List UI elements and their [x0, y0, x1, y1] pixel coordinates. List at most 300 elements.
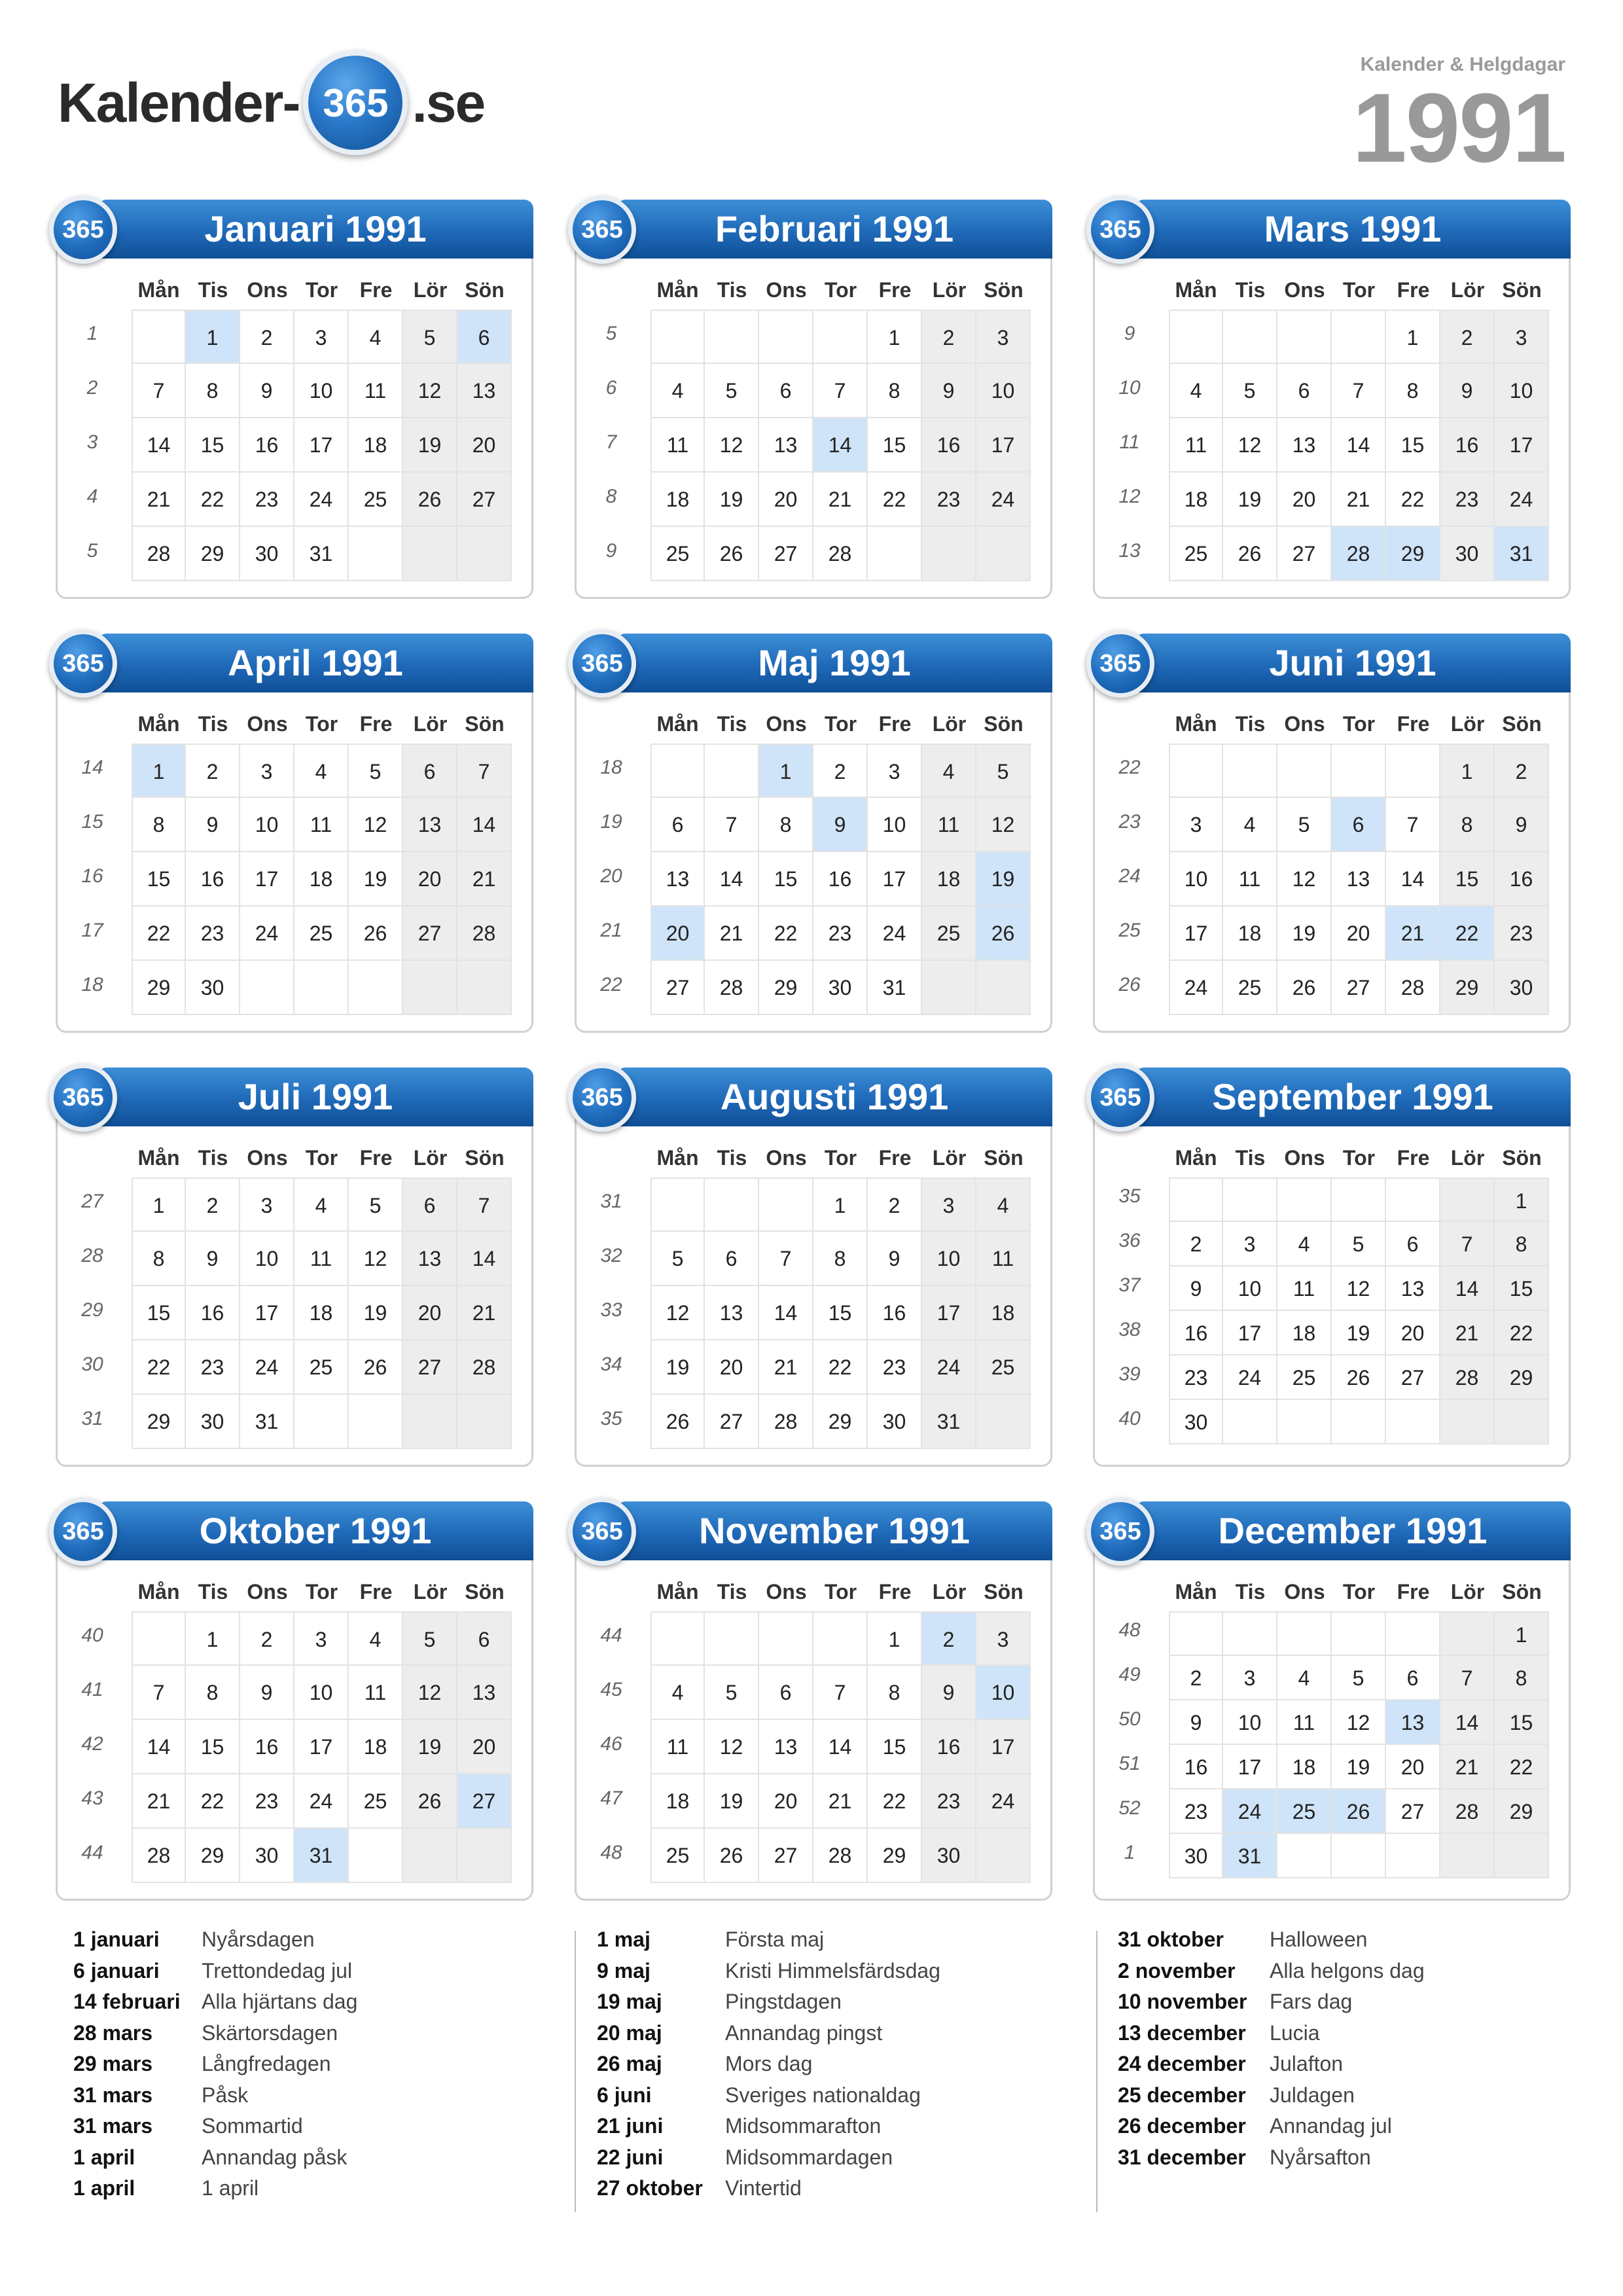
day-cell: 11	[349, 1666, 403, 1720]
day-cell: 24	[294, 1774, 349, 1829]
month-badge-icon: 365	[568, 1064, 636, 1132]
day-cell: 16	[240, 1720, 294, 1774]
month-badge-icon: 365	[49, 196, 117, 264]
weekday-header: Sön	[465, 278, 505, 302]
day-cell: 8	[1386, 364, 1440, 418]
day-cell: 20	[759, 473, 813, 527]
day-cell: 7	[1386, 798, 1440, 852]
day-cell: 22	[132, 1340, 186, 1395]
month-title: Mars 1991	[1135, 200, 1571, 259]
day-cell: 17	[294, 418, 349, 473]
weekday-header: Tis	[1235, 278, 1266, 302]
day-cell: 5	[1277, 798, 1332, 852]
day-cell: 22	[1386, 473, 1440, 527]
holiday-name: Sveriges nationaldag	[725, 2083, 921, 2107]
day-cell: 20	[457, 1720, 512, 1774]
day-cell: 5	[349, 1177, 403, 1232]
day-cell: 6	[457, 310, 512, 364]
week-row	[86, 527, 512, 581]
day-cell: 14	[457, 798, 512, 852]
weekday-header: Sön	[465, 712, 505, 736]
day-cell: 23	[1495, 906, 1549, 961]
month-title: Augusti 1991	[616, 1067, 1052, 1126]
day-cell: 30	[868, 1395, 922, 1449]
week-row	[1118, 1311, 1549, 1355]
day-cell: 5	[705, 1666, 759, 1720]
weekday-header: Sön	[1502, 712, 1542, 736]
holiday-name: Kristi Himmelsfärdsdag	[725, 1958, 940, 1982]
day-cell: 4	[294, 1177, 349, 1232]
day-cell: 20	[403, 1286, 457, 1340]
week-number: 30	[81, 1354, 103, 1375]
week-number: 22	[600, 974, 622, 996]
day-cell: 7	[1440, 1656, 1495, 1700]
day-cell: 26	[403, 1774, 457, 1829]
day-cell: 23	[922, 473, 976, 527]
day-cell: 16	[1169, 1311, 1223, 1355]
week-number: 13	[1118, 540, 1141, 562]
week-row	[81, 961, 512, 1015]
week-number: 32	[600, 1245, 622, 1266]
empty-cell	[1332, 744, 1386, 798]
day-cell: 14	[1332, 418, 1386, 473]
month-badge-icon: 365	[49, 1498, 117, 1566]
month-calendar	[56, 634, 533, 1033]
weekday-header: Fre	[1397, 1580, 1430, 1604]
day-cell: 9	[1495, 798, 1549, 852]
day-cell: 18	[651, 1774, 705, 1829]
day-cell: 29	[868, 1829, 922, 1883]
week-number: 26	[1118, 974, 1141, 996]
weekday-header: Tis	[717, 1146, 747, 1170]
day-cell: 13	[403, 1232, 457, 1286]
day-cell: 28	[759, 1395, 813, 1449]
week-number: 45	[600, 1679, 622, 1700]
day-cell: 16	[240, 418, 294, 473]
month-title: April 1991	[98, 634, 533, 692]
week-row	[1118, 961, 1549, 1015]
day-cell: 2	[1169, 1656, 1223, 1700]
week-row	[600, 1774, 1031, 1829]
week-number: 17	[81, 920, 103, 941]
day-cell: 14	[132, 418, 186, 473]
day-cell: 30	[1169, 1400, 1223, 1444]
weekday-header: Mån	[1175, 1146, 1217, 1170]
week-number: 52	[1118, 1797, 1141, 1819]
week-number: 38	[1118, 1319, 1141, 1340]
day-cell: 1	[1386, 310, 1440, 364]
day-cell: 27	[403, 906, 457, 961]
week-number: 24	[1118, 865, 1141, 887]
holiday-name: Juldagen	[1270, 2083, 1355, 2107]
day-cell: 24	[868, 906, 922, 961]
day-cell: 7	[813, 364, 868, 418]
month-calendar	[1093, 1501, 1571, 1901]
logo-badge-icon: 365	[303, 50, 408, 155]
day-cell: 11	[294, 1232, 349, 1286]
empty-cell	[976, 1829, 1031, 1883]
week-row	[1118, 906, 1549, 961]
day-cell: 23	[868, 1340, 922, 1395]
month-badge-icon: 365	[568, 196, 636, 264]
day-cell: 1	[132, 744, 186, 798]
holiday-date: 19 maj	[597, 1990, 662, 2013]
day-cell: 16	[1495, 852, 1549, 906]
weekday-header: Mån	[656, 1580, 699, 1604]
empty-cell	[457, 1395, 512, 1449]
day-cell: 27	[1386, 1789, 1440, 1834]
empty-cell	[1440, 1834, 1495, 1878]
month-badge-icon: 365	[49, 630, 117, 698]
day-cell: 15	[132, 1286, 186, 1340]
holiday-name: Alla helgons dag	[1270, 1958, 1425, 1982]
holiday-date: 10 november	[1118, 1990, 1247, 2013]
day-cell: 8	[132, 798, 186, 852]
weekday-header: Fre	[359, 1580, 393, 1604]
day-cell: 1	[1495, 1177, 1549, 1222]
day-cell: 18	[651, 473, 705, 527]
day-cell: 14	[1386, 852, 1440, 906]
day-cell: 21	[132, 473, 186, 527]
weekday-header: Tis	[1235, 1146, 1266, 1170]
empty-cell	[1386, 1400, 1440, 1444]
weekday-header: Fre	[878, 712, 912, 736]
week-row	[600, 852, 1031, 906]
day-cell: 8	[813, 1232, 868, 1286]
day-cell: 30	[813, 961, 868, 1015]
weekday-header: Mån	[1175, 712, 1217, 736]
month-title: Juli 1991	[98, 1067, 533, 1126]
day-cell: 3	[294, 310, 349, 364]
day-cell: 16	[1440, 418, 1495, 473]
day-cell: 12	[705, 418, 759, 473]
empty-cell	[1223, 1611, 1277, 1656]
month-calendar	[575, 1501, 1052, 1901]
day-cell: 28	[1440, 1789, 1495, 1834]
weekday-header: Sön	[984, 278, 1024, 302]
day-cell: 11	[1169, 418, 1223, 473]
day-cell: 2	[868, 1177, 922, 1232]
day-cell: 4	[1169, 364, 1223, 418]
weekday-header: Tor	[824, 278, 857, 302]
week-number: 20	[600, 865, 622, 887]
weekday-header: Mån	[137, 278, 180, 302]
day-cell: 31	[922, 1395, 976, 1449]
day-cell: 26	[349, 906, 403, 961]
site-logo	[58, 47, 484, 158]
day-cell: 17	[976, 1720, 1031, 1774]
empty-cell	[1169, 310, 1223, 364]
empty-cell	[1223, 744, 1277, 798]
day-cell: 8	[132, 1232, 186, 1286]
day-cell: 19	[403, 418, 457, 473]
day-cell: 18	[1223, 906, 1277, 961]
day-cell: 15	[1440, 852, 1495, 906]
day-cell: 28	[132, 527, 186, 581]
day-cell: 28	[813, 527, 868, 581]
day-cell: 10	[922, 1232, 976, 1286]
week-row	[1124, 310, 1549, 364]
weekday-header: Lör	[413, 712, 448, 736]
day-cell: 21	[1440, 1311, 1495, 1355]
day-cell: 28	[457, 906, 512, 961]
day-cell: 11	[1277, 1700, 1332, 1745]
day-cell: 23	[1440, 473, 1495, 527]
week-number: 44	[600, 1624, 622, 1646]
day-cell: 7	[705, 798, 759, 852]
week-row	[600, 1829, 1031, 1883]
holiday-date: 28 mars	[73, 2020, 152, 2045]
day-cell: 20	[1386, 1311, 1440, 1355]
day-cell: 3	[868, 744, 922, 798]
day-cell: 26	[705, 527, 759, 581]
week-number: 29	[81, 1299, 103, 1321]
day-cell: 7	[1440, 1222, 1495, 1266]
day-cell: 27	[403, 1340, 457, 1395]
empty-cell	[651, 1177, 705, 1232]
week-number: 6	[605, 377, 617, 399]
week-number: 9	[605, 540, 617, 562]
day-cell: 13	[759, 418, 813, 473]
day-cell: 6	[651, 798, 705, 852]
day-cell: 19	[403, 1720, 457, 1774]
week-number: 33	[600, 1299, 622, 1321]
week-row	[600, 1340, 1031, 1395]
day-cell: 16	[922, 1720, 976, 1774]
empty-cell	[403, 1829, 457, 1883]
month-title: Juni 1991	[1135, 634, 1571, 692]
day-cell: 28	[705, 961, 759, 1015]
month-badge-icon: 365	[568, 1498, 636, 1566]
weekday-header: Lör	[932, 1580, 967, 1604]
month-calendar	[1093, 200, 1571, 599]
day-cell: 27	[457, 1774, 512, 1829]
month-calendar	[56, 1067, 533, 1467]
holiday-date: 9 maj	[597, 1958, 651, 1982]
empty-cell	[403, 527, 457, 581]
weekday-header: Sön	[1502, 1146, 1542, 1170]
day-cell: 28	[132, 1829, 186, 1883]
day-cell: 18	[294, 1286, 349, 1340]
day-cell: 2	[922, 310, 976, 364]
day-cell: 21	[705, 906, 759, 961]
day-cell: 26	[651, 1395, 705, 1449]
week-number: 21	[600, 920, 622, 941]
holiday-date: 20 maj	[597, 2020, 662, 2045]
weekday-header: Tor	[824, 1580, 857, 1604]
day-cell: 10	[1169, 852, 1223, 906]
weekday-header: Tis	[198, 278, 228, 302]
empty-cell	[349, 961, 403, 1015]
empty-cell	[1277, 1834, 1332, 1878]
weekday-header: Lör	[413, 1580, 448, 1604]
day-cell: 25	[976, 1340, 1031, 1395]
holiday-date: 6 januari	[73, 1958, 160, 1982]
weekday-header: Ons	[1284, 1580, 1325, 1604]
day-cell: 31	[1223, 1834, 1277, 1878]
week-number: 25	[1118, 920, 1141, 941]
day-cell: 4	[651, 364, 705, 418]
week-row	[81, 1286, 512, 1340]
weekday-header: Ons	[247, 1580, 288, 1604]
empty-cell	[1277, 1611, 1332, 1656]
weekday-header: Tor	[1342, 712, 1376, 736]
day-cell: 23	[186, 1340, 240, 1395]
holiday-date: 31 december	[1118, 2145, 1246, 2169]
week-row	[1124, 1834, 1549, 1878]
holiday-date: 31 mars	[73, 2083, 152, 2107]
weekday-header: Mån	[656, 278, 699, 302]
day-cell: 5	[1332, 1656, 1386, 1700]
week-number: 39	[1118, 1363, 1141, 1385]
week-number: 9	[1124, 323, 1135, 344]
week-row	[600, 1720, 1031, 1774]
weekday-header: Lör	[1450, 278, 1485, 302]
day-cell: 12	[1223, 418, 1277, 473]
week-row	[1118, 798, 1549, 852]
day-cell: 12	[1332, 1266, 1386, 1311]
day-cell: 21	[813, 473, 868, 527]
weekday-header: Fre	[1397, 1146, 1430, 1170]
week-row	[86, 418, 512, 473]
weekday-header: Sön	[984, 712, 1024, 736]
day-cell: 25	[1277, 1789, 1332, 1834]
day-cell: 17	[240, 852, 294, 906]
weekday-header: Ons	[1284, 712, 1325, 736]
day-cell: 13	[457, 364, 512, 418]
empty-cell	[1495, 1834, 1549, 1878]
day-cell: 11	[349, 364, 403, 418]
week-row	[81, 1666, 512, 1720]
day-cell: 8	[1440, 798, 1495, 852]
day-cell: 27	[457, 473, 512, 527]
holiday-date: 21 juni	[597, 2114, 664, 2138]
day-cell: 1	[186, 1611, 240, 1666]
holiday-name: Annandag påsk	[202, 2145, 348, 2169]
day-cell: 25	[922, 906, 976, 961]
weekday-header: Tis	[198, 712, 228, 736]
holiday-name: Julafton	[1270, 2052, 1344, 2075]
day-cell: 30	[1440, 527, 1495, 581]
day-cell: 20	[1332, 906, 1386, 961]
day-cell: 11	[976, 1232, 1031, 1286]
day-cell: 13	[1386, 1700, 1440, 1745]
day-cell: 3	[1169, 798, 1223, 852]
day-cell: 27	[1386, 1355, 1440, 1400]
holiday-name: 1 april	[202, 2176, 259, 2200]
day-cell: 9	[813, 798, 868, 852]
day-cell: 3	[976, 310, 1031, 364]
day-cell: 29	[1495, 1789, 1549, 1834]
weekday-header: Lör	[932, 1146, 967, 1170]
day-cell: 15	[1495, 1700, 1549, 1745]
empty-cell	[1386, 1834, 1440, 1878]
week-row	[1118, 1789, 1549, 1834]
empty-cell	[705, 744, 759, 798]
day-cell: 6	[705, 1232, 759, 1286]
week-number: 12	[1118, 486, 1141, 507]
week-number: 31	[600, 1191, 622, 1212]
day-cell: 15	[759, 852, 813, 906]
holiday-date: 14 februari	[73, 1990, 181, 2013]
empty-cell	[1223, 1177, 1277, 1222]
weekday-header: Sön	[984, 1580, 1024, 1604]
week-number: 18	[81, 974, 103, 996]
month-badge-icon: 365	[49, 1064, 117, 1132]
day-cell: 22	[759, 906, 813, 961]
empty-cell	[1332, 1834, 1386, 1878]
day-cell: 31	[1495, 527, 1549, 581]
page-header	[1352, 54, 1565, 183]
day-cell: 23	[186, 906, 240, 961]
day-cell: 7	[813, 1666, 868, 1720]
day-cell: 10	[240, 798, 294, 852]
week-number: 27	[81, 1191, 103, 1212]
empty-cell	[240, 961, 294, 1015]
week-row	[1119, 418, 1549, 473]
week-number: 1	[1124, 1842, 1135, 1863]
weekday-header: Sön	[465, 1146, 505, 1170]
holiday-date: 26 maj	[597, 2052, 662, 2075]
day-cell: 11	[294, 798, 349, 852]
day-cell: 15	[186, 418, 240, 473]
day-cell: 6	[457, 1611, 512, 1666]
week-row	[1118, 852, 1549, 906]
day-cell: 20	[457, 418, 512, 473]
day-cell: 11	[651, 1720, 705, 1774]
day-cell: 9	[1169, 1266, 1223, 1311]
holiday-date: 1 januari	[73, 1928, 160, 1951]
holiday-name: Nyårsdagen	[202, 1928, 315, 1951]
holiday-date: 2 november	[1118, 1958, 1236, 1982]
holiday-date: 26 december	[1118, 2114, 1246, 2138]
day-cell: 27	[1332, 961, 1386, 1015]
weekday-header: Lör	[413, 1146, 448, 1170]
weekday-header: Lör	[932, 278, 967, 302]
holiday-date: 1 april	[73, 2145, 135, 2169]
day-cell: 26	[1223, 527, 1277, 581]
day-cell: 14	[813, 1720, 868, 1774]
week-row	[81, 1774, 512, 1829]
weekday-header: Ons	[247, 278, 288, 302]
day-cell: 20	[1277, 473, 1332, 527]
week-number: 4	[86, 486, 98, 507]
empty-cell	[651, 310, 705, 364]
week-row	[1118, 1611, 1549, 1656]
day-cell: 9	[1169, 1700, 1223, 1745]
day-cell: 31	[240, 1395, 294, 1449]
holiday-date: 13 december	[1118, 2020, 1246, 2045]
week-number: 7	[605, 431, 617, 453]
weekday-header: Sön	[1502, 1580, 1542, 1604]
day-cell: 19	[705, 473, 759, 527]
holiday-name: Fars dag	[1270, 1990, 1353, 2013]
day-cell: 31	[294, 527, 349, 581]
empty-cell	[1440, 1177, 1495, 1222]
day-cell: 8	[759, 798, 813, 852]
month-calendar	[56, 200, 533, 599]
week-number: 41	[81, 1679, 103, 1700]
week-row	[86, 473, 512, 527]
day-cell: 9	[1440, 364, 1495, 418]
day-cell: 19	[349, 852, 403, 906]
day-cell: 21	[759, 1340, 813, 1395]
day-cell: 17	[240, 1286, 294, 1340]
day-cell: 29	[1386, 527, 1440, 581]
day-cell: 20	[403, 852, 457, 906]
day-cell: 13	[1332, 852, 1386, 906]
week-row	[600, 1286, 1031, 1340]
